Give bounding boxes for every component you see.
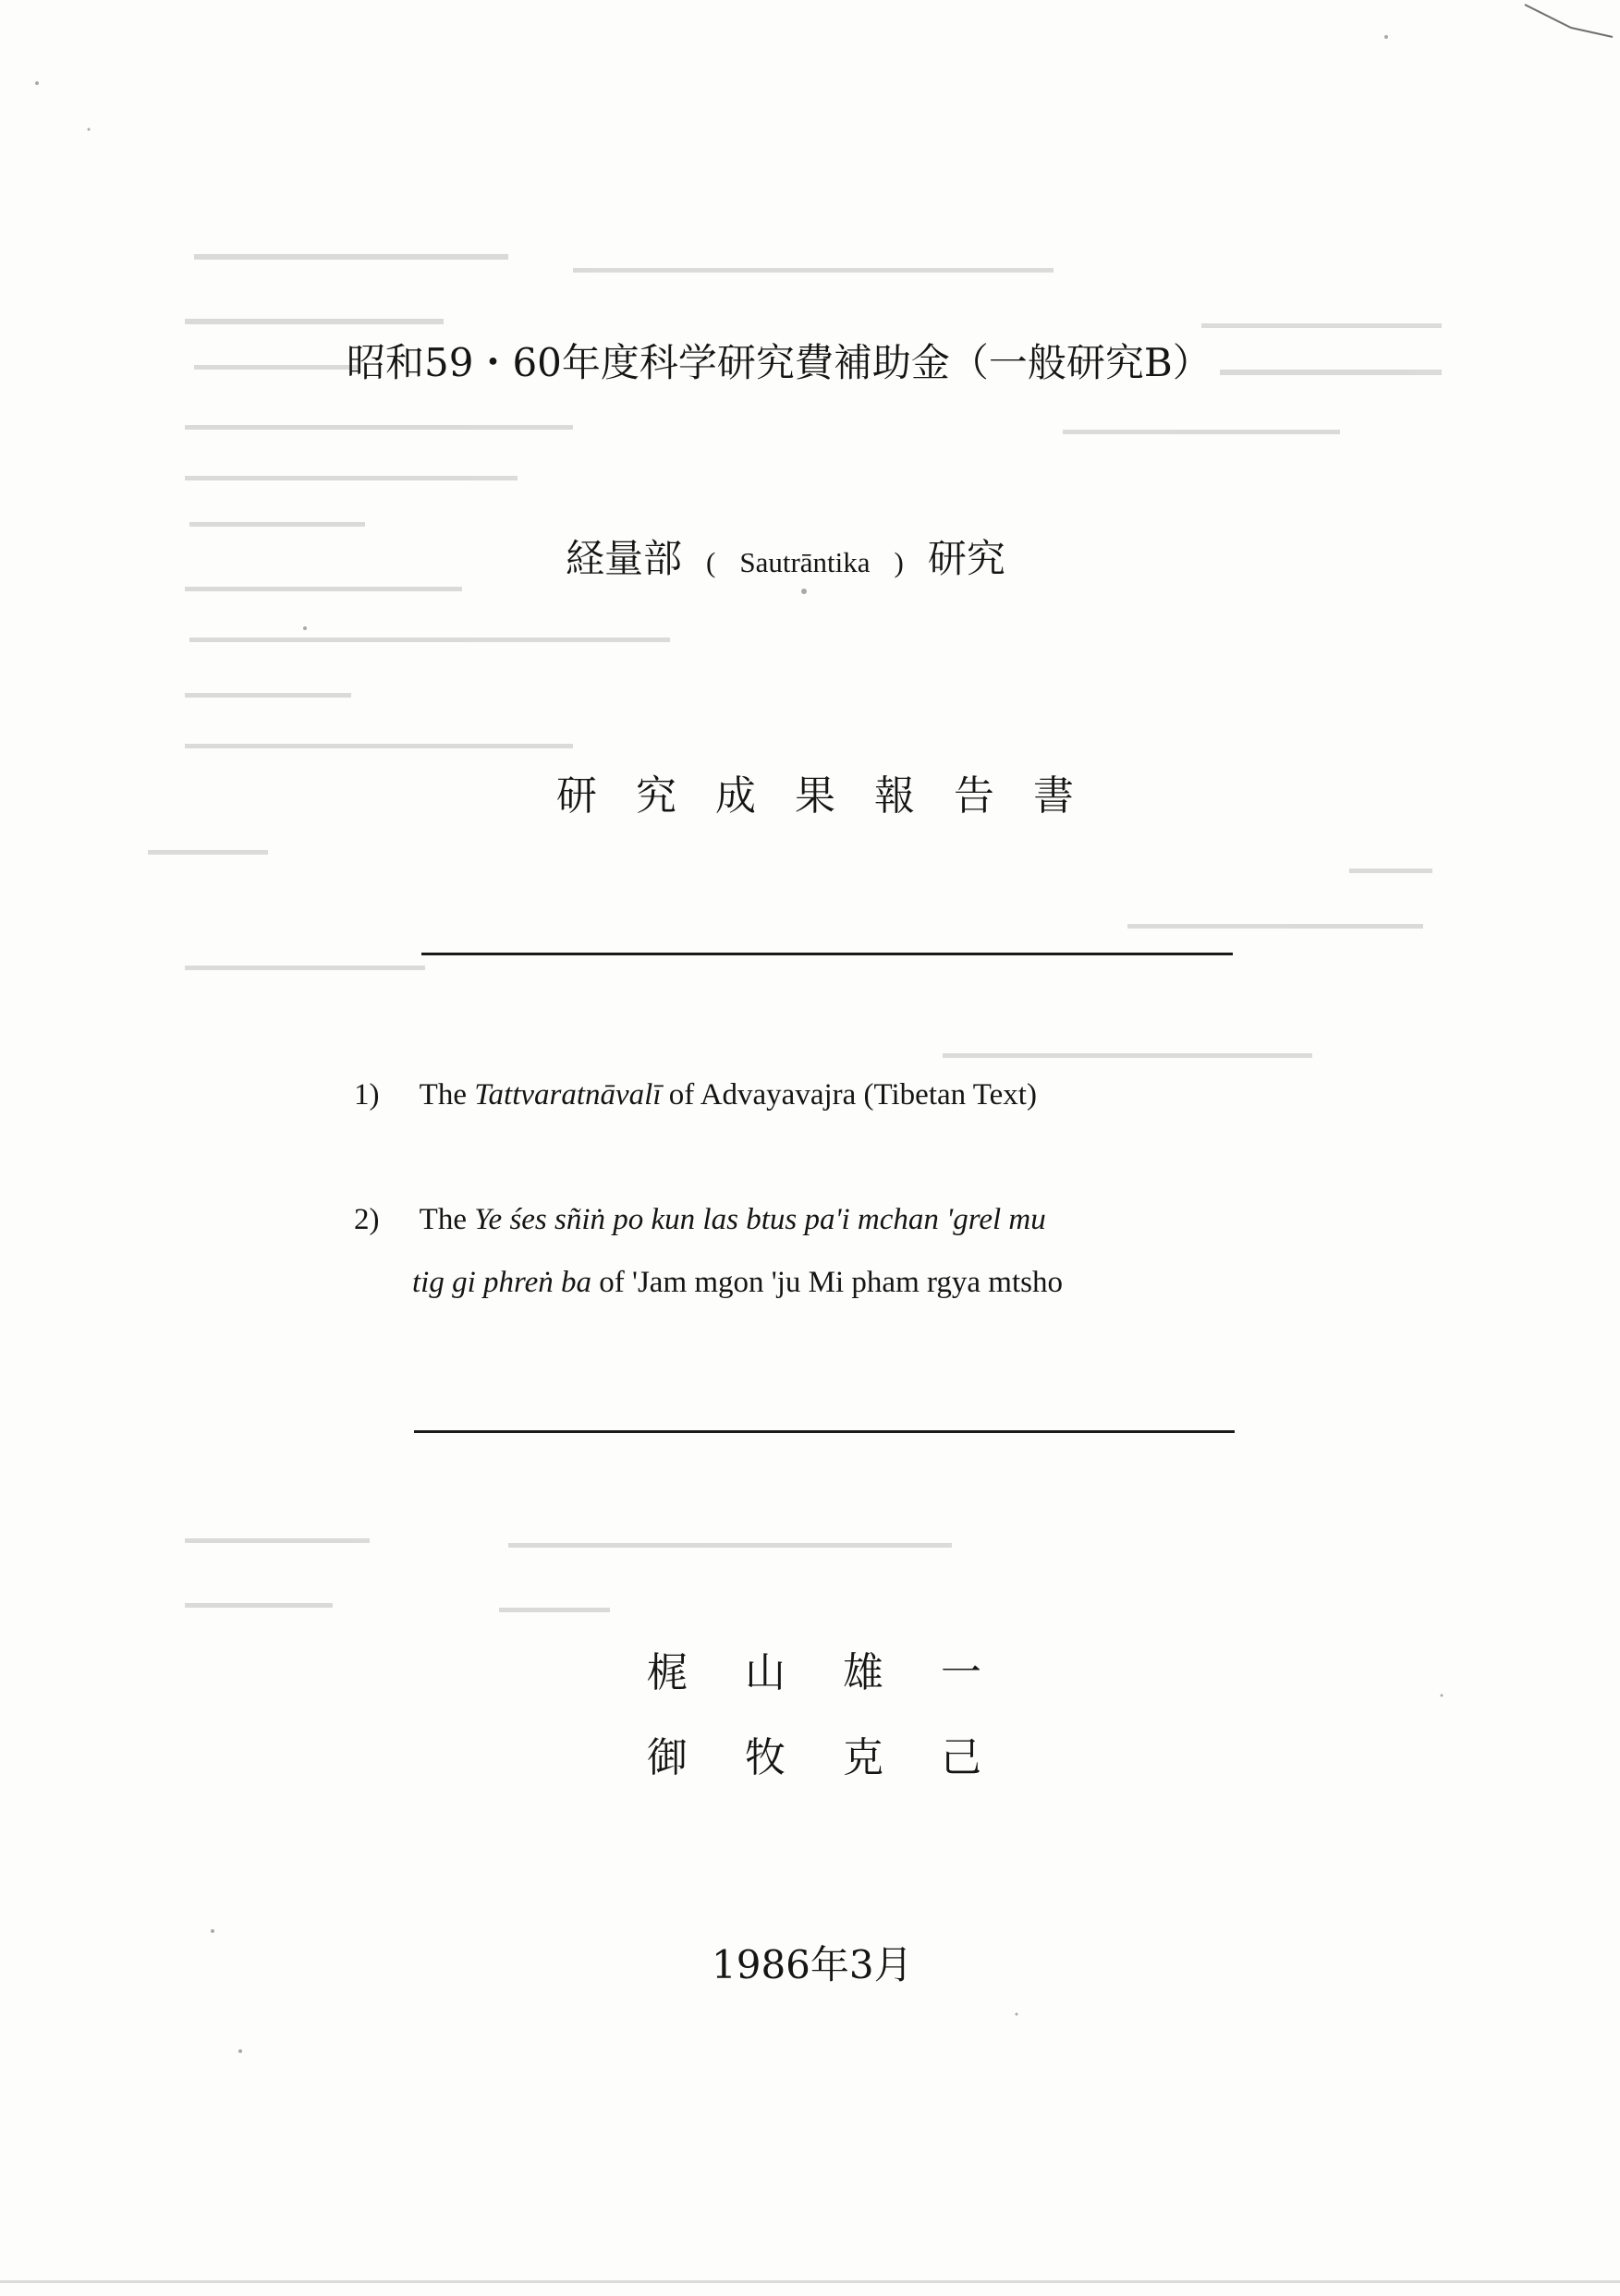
- subject-latin-term: Sautrāntika: [739, 546, 871, 578]
- subject-title: [566, 528, 1005, 584]
- author-2: 御牧克己: [647, 1734, 1039, 1781]
- top-divider: [421, 953, 1233, 955]
- publication-date: 1986年3月: [712, 1942, 913, 1987]
- entry-2-line-1: [354, 1203, 1046, 1237]
- entry-2-line-2: [412, 1266, 1063, 1300]
- grant-title: 昭和59・60年度科学研究費補助金（一般研究B）: [347, 340, 1212, 385]
- entry-1-suffix: of Advayavajra (Tibetan Text): [668, 1078, 1037, 1112]
- subject-open-paren: (: [706, 546, 716, 578]
- entry-1-number: 1): [354, 1078, 380, 1112]
- subject-suffix: 研究: [927, 536, 1005, 581]
- report-title: 研究成果報告書: [556, 772, 1113, 820]
- author-1: 梶山雄一: [647, 1649, 1039, 1696]
- entry-1-title: Tattvaratnāvalī: [474, 1078, 662, 1112]
- entry-2-title-line-2: tig gi phreṅ ba: [412, 1266, 592, 1299]
- entry-2-suffix: of 'Jam mgon 'ju Mi pham rgya mtsho: [599, 1266, 1063, 1299]
- entry-2-prefix: The: [419, 1203, 467, 1236]
- bottom-divider: [414, 1430, 1235, 1433]
- entry-1: [354, 1078, 1037, 1112]
- entry-1-prefix: The: [419, 1078, 467, 1112]
- entry-2-title-line-1: Ye śes sñiṅ po kun las btus pa'i mchan 'grel mu: [474, 1203, 1046, 1236]
- subject-close-paren: ): [894, 546, 904, 578]
- subject-prefix: 経量部: [566, 536, 683, 581]
- entry-2-number: 2): [354, 1203, 380, 1236]
